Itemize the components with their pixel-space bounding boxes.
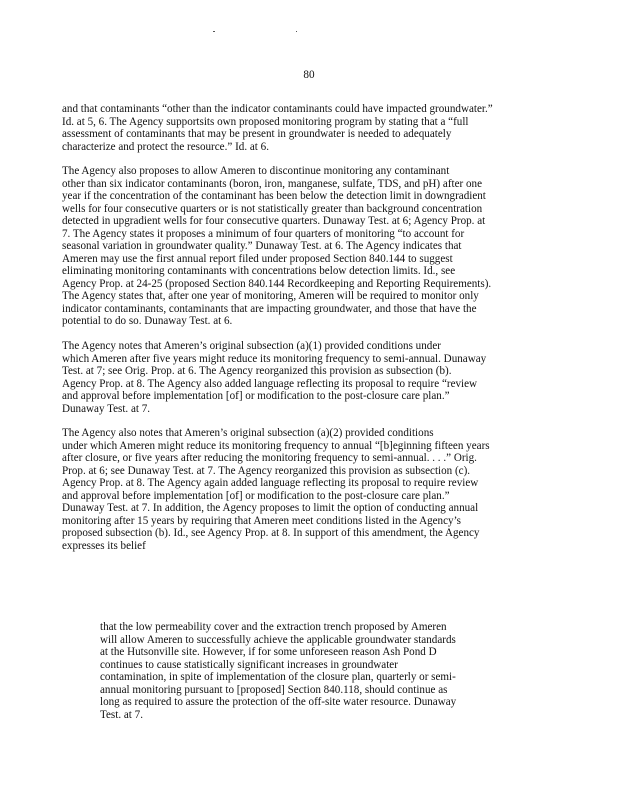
text-line: characterize and protect the resource.” Id. at 6. <box>62 140 269 153</box>
text-line: The Agency also notes that Ameren’s original subsection (a)(2) provided conditions <box>62 427 434 440</box>
quote-line: that the low permeability cover and the extraction trench proposed by Ameren <box>100 621 447 633</box>
text-line: 7. The Agency states it proposes a minimum of four quarters of monitoring “to account for <box>62 227 465 240</box>
text-line: and approval before implementation [of] or modification to the post-closure care plan.” <box>62 390 450 403</box>
quote-line: annual monitoring pursuant to [proposed] Section 840.118, should continue as <box>100 683 448 696</box>
text-line: Dunaway Test. at 7. <box>62 402 151 415</box>
text-line: monitoring after 15 years by requiring that Ameren meet conditions listed in the Agency’s <box>62 514 461 527</box>
text-line: which Ameren after five years might reduce its monitoring frequency to semi-annual. Dunaway <box>62 352 487 365</box>
paragraph-4 <box>62 427 542 552</box>
body-text <box>62 103 542 565</box>
paragraph-3 <box>62 340 542 415</box>
quote-line: long as required to assure the protection of the off-site water resource. Dunaway <box>100 696 457 708</box>
text-line: The Agency states that, after one year of monitoring, Ameren will be required to monitor only <box>62 290 479 303</box>
text-line: Agency Prop. at 8. The Agency again added language reflecting its proposal to require review <box>62 477 479 490</box>
text-line: under which Ameren might reduce its monitoring frequency to annual “[b]eginning fifteen years <box>62 439 490 452</box>
text-line: Test. at 7; see Orig. Prop. at 6. The Agency reorganized this provision as subsection (b). <box>62 365 452 378</box>
text-line: proposed subsection (b). Id., see Agency Prop. at 8. In support of this amendment, the Agency <box>62 527 480 540</box>
scan-speck <box>296 31 297 32</box>
quote-line: continues to cause statistically significant increases in groundwater <box>100 658 398 671</box>
quote-line: Test. at 7. <box>100 708 143 721</box>
text-line: Id. at 5, 6. The Agency supportsits own proposed monitoring program by stating that a “full <box>62 115 469 128</box>
text-line: wells for four consecutive quarters or is not statistically greater than background concentration <box>62 202 483 215</box>
text-line: indicator contaminants, contaminants that are impacting groundwater, and those that have the <box>62 302 477 315</box>
block-quote <box>100 621 520 721</box>
text-line: Agency Prop. at 8. The Agency also added language reflecting its proposal to require “review <box>62 377 478 390</box>
text-line: The Agency notes that Ameren’s original subsection (a)(1) provided conditions under <box>62 340 441 353</box>
text-line: detected in upgradient wells for four consecutive quarters. Dunaway Test. at 6; Agency Prop. at <box>62 215 486 228</box>
paragraph-2 <box>62 165 542 328</box>
text-line: year if the concentration of the contaminant has been below the detection limit in downgradient <box>62 190 486 203</box>
text-line: eliminating monitoring contaminants with concentrations below detection limits. Id., see <box>62 265 456 278</box>
scan-speck <box>213 31 215 32</box>
text-line: Prop. at 6; see Dunaway Test. at 7. The Agency reorganized this provision as subsection (c). <box>62 464 471 477</box>
text-line: expresses its belief <box>62 539 146 552</box>
text-line: The Agency also proposes to allow Ameren to discontinue monitoring any contaminant <box>62 165 450 178</box>
text-line: and approval before implementation [of] or modification to the post-closure care plan.” <box>62 489 450 502</box>
text-line: Ameren may use the first annual report filed under proposed Section 840.144 to suggest <box>62 252 453 265</box>
text-line: seasonal variation in groundwater quality.” Dunaway Test. at 6. The Agency indicates that <box>62 240 462 253</box>
text-line: Dunaway Test. at 7. In addition, the Agency proposes to limit the option of conducting annual <box>62 502 479 515</box>
text-line: and that contaminants “other than the indicator contaminants could have impacted groundwater.” <box>62 103 493 115</box>
page-number: 80 <box>303 69 315 81</box>
text-line: potential to do so. Dunaway Test. at 6. <box>62 315 233 328</box>
text-line: assessment of contaminants that may be present in groundwater is needed to adequately <box>62 128 452 140</box>
text-line: Agency Prop. at 24-25 (proposed Section 840.144 Recordkeeping and Reporting Requirements). <box>62 277 492 290</box>
quote-line: at the Hutsonville site. However, if for some unforeseen reason Ash Pond D <box>100 646 437 658</box>
text-line: after closure, or five years after reducing the monitoring frequency to semi-annual. . . .” Orig. <box>62 452 477 465</box>
text-line: other than six indicator contaminants (boron, iron, manganese, sulfate, TDS, and pH) after one <box>62 177 483 190</box>
quote-line: will allow Ameren to successfully achieve the applicable groundwater standards <box>100 633 456 646</box>
paragraph-1 <box>62 103 542 153</box>
quote-line: contamination, in spite of implementation of the closure plan, quarterly or semi- <box>100 671 456 683</box>
